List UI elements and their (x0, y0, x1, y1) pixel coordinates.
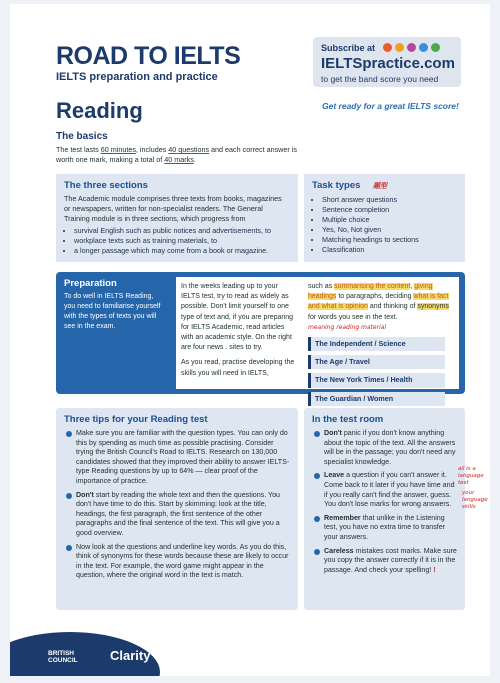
test-room-heading: In the test room (312, 414, 384, 425)
tips-heading: Three tips for your Reading test (64, 414, 208, 425)
logo-text: COUNCIL (48, 657, 78, 664)
item-emphasis: Don't (324, 429, 342, 437)
question-count: 40 questions (168, 145, 210, 154)
item-emphasis: Leave (324, 471, 345, 480)
highlight: giving headings (308, 283, 433, 301)
task-types-list (312, 195, 457, 255)
list-item: • Matching headings to sections (322, 235, 457, 245)
app-icon (407, 43, 416, 52)
item-emphasis: Careless (324, 546, 354, 555)
preparation-intro (64, 278, 164, 332)
task-types-heading (312, 180, 457, 191)
text: that unlike in the Listening test, you have no extra time to transfer your answers. (324, 513, 446, 541)
paragraph: In the weeks leading up to your IELTS test, try to read as widely as possible. Don't limit yourself to one type of text and, if you are preparing for IELTS Academic, read articles with an academic style. On the right are four news . sites to try. (181, 283, 294, 352)
handwritten-note: all is a language test (458, 466, 484, 486)
test-room-panel (304, 408, 465, 610)
list-item: • workplace texts such as training materials, to (74, 236, 290, 246)
promo-icons (383, 43, 440, 52)
preparation-heading: Preparation (64, 278, 117, 289)
text: , (410, 283, 415, 290)
room-item (312, 514, 457, 543)
logo-text: BRITISH (48, 650, 74, 657)
text: , includes (135, 145, 169, 154)
three-sections-list (64, 226, 290, 256)
room-item (312, 547, 457, 576)
highlight: synonyms (417, 303, 449, 311)
heading-text: Task types (312, 180, 361, 191)
duration: 60 minutes (100, 145, 136, 154)
app-icon (395, 43, 404, 52)
handwritten-note: 题型 (373, 182, 388, 190)
text: and thinking of (367, 303, 418, 311)
basics-text (56, 145, 306, 165)
item-emphasis: Remember (324, 513, 361, 522)
poster (10, 4, 490, 676)
promo-site-link[interactable]: IELTSpractice.com (321, 55, 455, 72)
text: to paragraphs, deciding (336, 293, 414, 301)
list-item: • a longer passage which may come from a book or magazine. (74, 246, 290, 256)
three-sections-panel (56, 174, 298, 262)
highlight: what is fact and what is opinion (308, 293, 449, 311)
basics-heading: The basics (56, 131, 108, 142)
preparation-column-2 (308, 282, 454, 406)
ready-tagline: Get ready for a great IELTS score! (322, 101, 459, 111)
promo-subscribe: Subscribe at (321, 43, 376, 53)
preparation-text: To do well in IELTS Reading, you need to familiarise yourself with the types of texts you will see in the exam. (64, 293, 161, 330)
list-item: • Classification (322, 245, 457, 255)
room-item (312, 471, 457, 509)
news-site-item: The Age / Travel (308, 355, 445, 369)
news-site-item: The Guardian / Women (308, 392, 445, 406)
tips-panel (56, 408, 298, 610)
three-sections-heading: The three sections (64, 180, 148, 191)
tip-item: Make sure you are familiar with the question types. You can only do this by spending as much time as possible practising. Consider trying the British Council's Road to IELTS. Research on 130,000 candidates showed that they improved their ability to answer IELTS-type Reading questions by up to 64% — clear proof of the importance of practice. (64, 429, 290, 487)
british-council-logo (48, 650, 78, 664)
list-item: • Short answer questions (322, 195, 457, 205)
tip-item: Now look at the questions and underline key words. As you do this, think of synonyms for these words because these are likely to occur in the text. For example, the word game might appear in the question, where the original word in the text is match. (64, 543, 290, 581)
text: a question if you can't answer it. Come back to it later if you have time and if you really can't find the answer, guess. You don't lose marks for wrong answers. (324, 471, 455, 509)
promo-band: to get the band score you need (321, 74, 439, 84)
tip-item (64, 491, 290, 539)
tip-emphasis: Don't (76, 490, 94, 499)
text: and each correct answer is worth one mark, making a total of (56, 145, 297, 164)
handwritten-note: your language skills (462, 490, 488, 510)
text: such as (308, 283, 335, 290)
paragraph: As you read, practise developing the skills you will need in IELTS, (181, 359, 295, 377)
text: The test lasts (56, 145, 101, 154)
preparation-content (176, 277, 459, 403)
mark-total: 40 marks (164, 155, 194, 164)
news-site-item: The New York Times / Health (308, 373, 445, 387)
paragraph (308, 282, 454, 323)
preparation-panel (56, 272, 465, 403)
app-icon (431, 43, 440, 52)
text: for words you see in the text. (308, 313, 398, 321)
list-item: • Yes, No, Not given (322, 225, 457, 235)
text: . (193, 155, 196, 164)
list-item: • survival English such as public notices and advertisements, to (74, 226, 290, 236)
news-site-item: The Independent / Science (308, 337, 445, 351)
brand-title: ROAD TO IELTS (56, 42, 241, 70)
app-icon (419, 43, 428, 52)
list-item: • Multiple choice (322, 215, 457, 225)
text: start by reading the whole text and then the questions. You don't have time to do this. Start by skimming: look at the title, headings, the first paragraph, the first sentence of the other paragraphs and the final sentence of the text. This will give you a good overview. (76, 490, 280, 537)
preparation-column-1 (181, 282, 296, 379)
page-title: Reading (56, 98, 143, 123)
promo-box[interactable] (313, 37, 461, 87)
task-types-panel (304, 174, 465, 262)
list-item: • Sentence completion (322, 205, 457, 215)
text: panic if you don't know anything about the topic of the text. All the answers will be in the passage; you don't need any specialist knowledge. (324, 429, 456, 466)
text: mistakes cost marks. Make sure you copy the answer correctly if it is in the passage. And check your spelling! (324, 546, 457, 574)
highlight: summarising the content (334, 283, 411, 290)
room-item (312, 429, 457, 467)
brand-subtitle: IELTS preparation and practice (56, 71, 218, 83)
handwritten-note: meaning reading material (308, 323, 387, 331)
clarity-logo: Clarity (110, 648, 151, 663)
exclamation-mark: ! (433, 565, 436, 574)
footer (10, 624, 490, 676)
three-sections-intro: The Academic module comprises three texts from books, magazines or newspapers, written for non-specialist readers. The General Training module is in three sections, which progress from (64, 194, 282, 223)
app-icon (383, 43, 392, 52)
